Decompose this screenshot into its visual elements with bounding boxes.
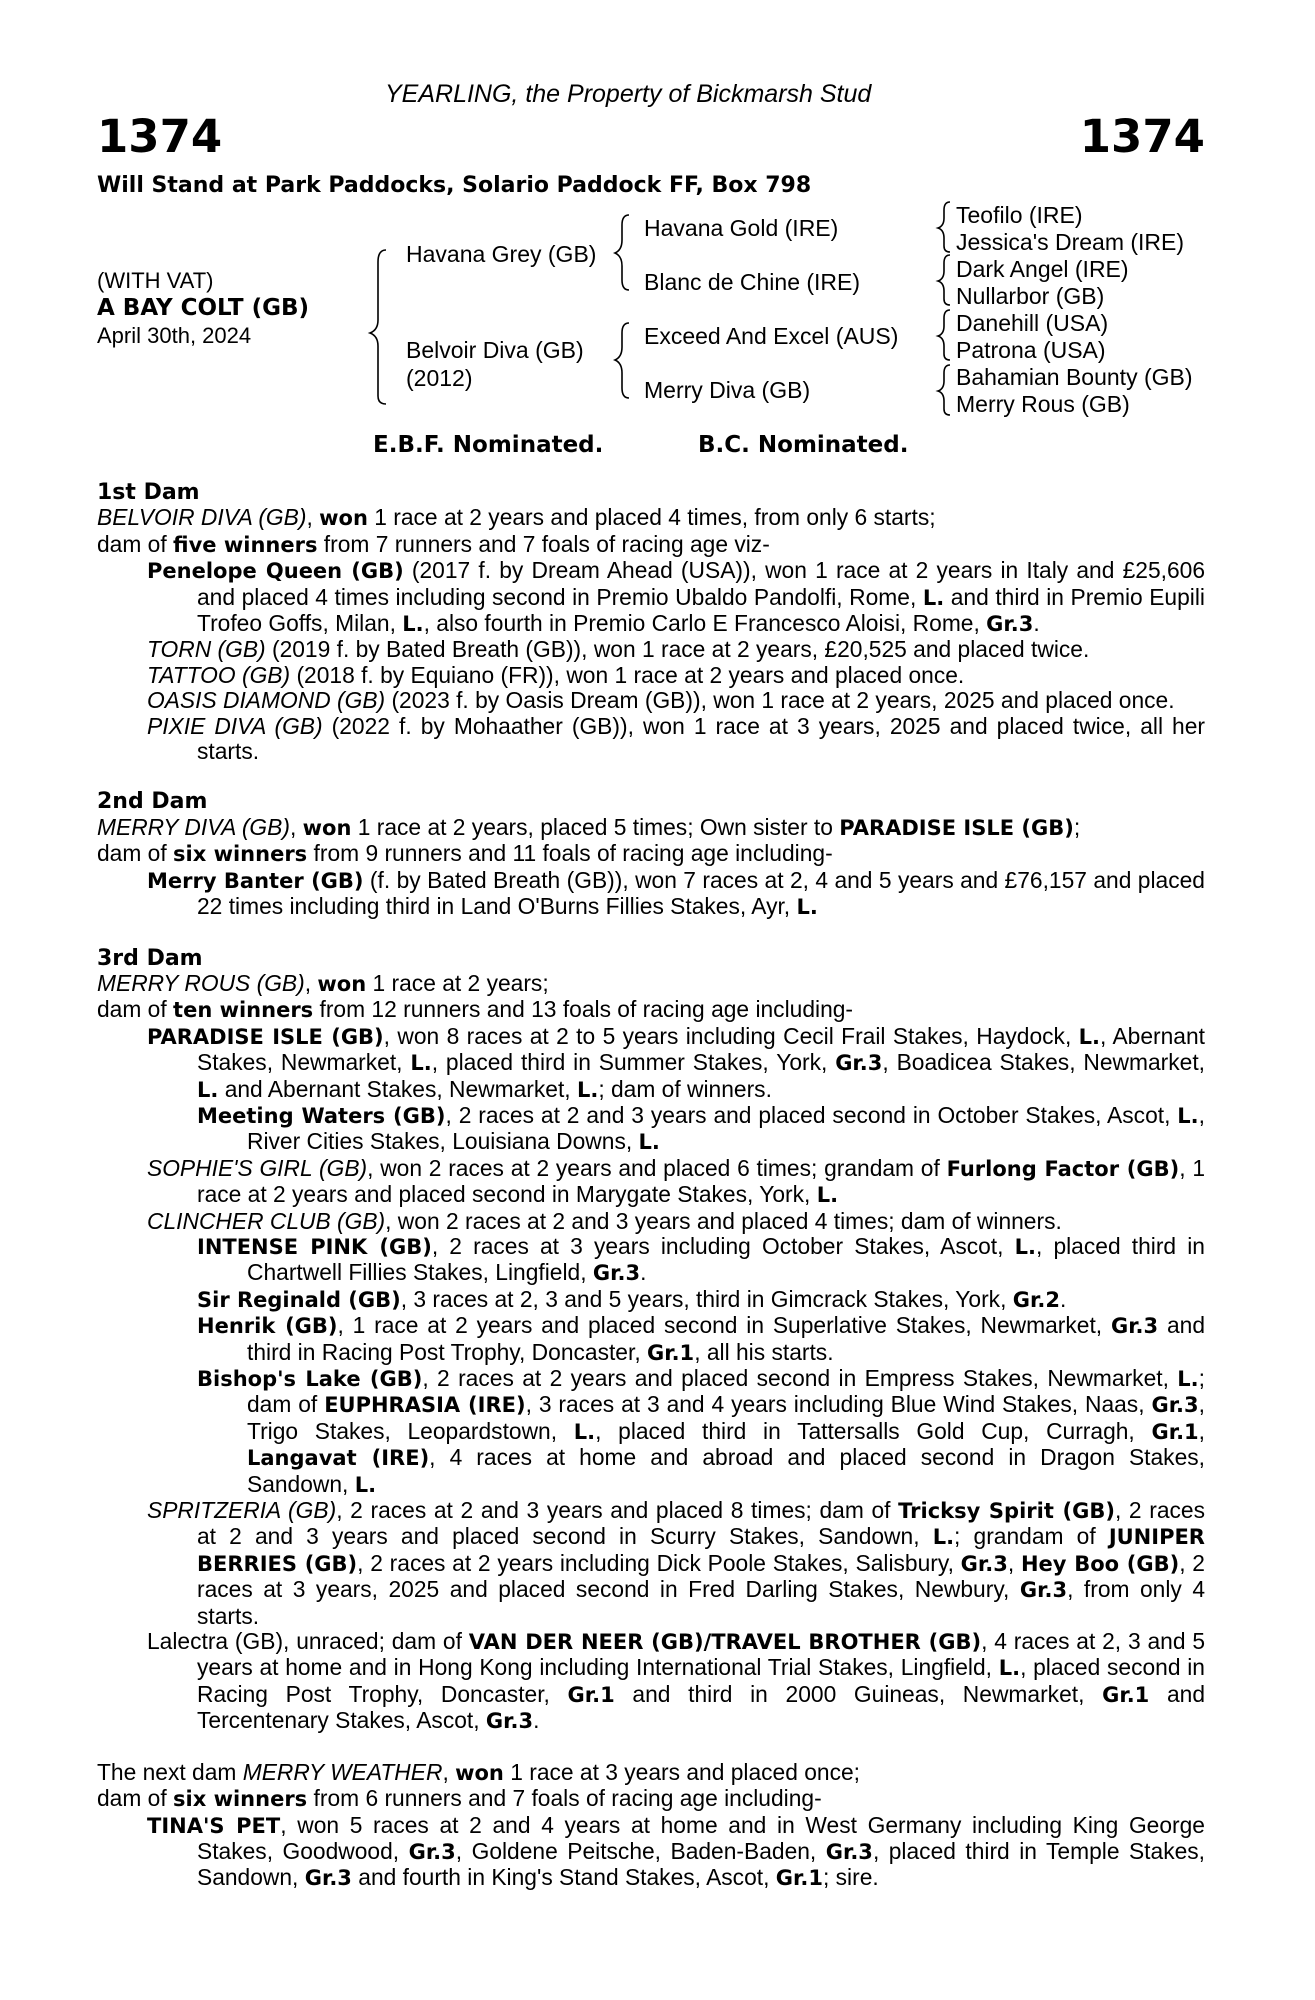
- text-span: , Goldene Peitsche, Baden-Baden,: [455, 1837, 826, 1864]
- produce-entry: [147, 714, 1205, 765]
- bold-text: Tricksy Spirit (GB): [898, 1499, 1115, 1524]
- produce-entry: [197, 1287, 1205, 1313]
- text-span: (2017 f. by Dream Ahead (USA)), won 1 race at 2 years in Italy and £25,606 and placed 4 times including second in Premio Ubaldo Pandolfi, Rome,: [197, 557, 1206, 610]
- bold-text: Gr.1: [1102, 1682, 1150, 1707]
- produce-entry: [147, 1156, 1205, 1209]
- dam-summary-line: [97, 532, 1205, 558]
- pedigree-sire-sire: Havana Gold (IRE): [644, 215, 839, 241]
- produce-entry: [147, 637, 1205, 662]
- bold-text: PARADISE ISLE (GB): [839, 815, 1074, 840]
- bold-text: six winners: [173, 842, 308, 867]
- text-span: , Abernant Stakes, Newmarket,: [197, 1022, 1205, 1076]
- italic-name: CLINCHER CLUB (GB): [147, 1207, 386, 1234]
- bold-text: L.: [816, 1183, 839, 1208]
- bold-text: L.: [410, 1051, 432, 1076]
- bold-text: Gr.3: [485, 1709, 534, 1734]
- bold-text: Gr.3: [835, 1051, 883, 1076]
- bold-text: Gr.3: [592, 1261, 641, 1286]
- text-span: ,: [1198, 1417, 1206, 1444]
- text-span: from 7 runners and 7 foals of racing age viz-: [317, 530, 770, 557]
- bold-text: won: [455, 1760, 504, 1785]
- text-span: ;: [1073, 813, 1081, 840]
- text-span: , 2 races at 2 years including Dick Poole Stakes, Salisbury,: [357, 1549, 961, 1576]
- text-span: .: [533, 1707, 540, 1734]
- italic-name: SOPHIE'S GIRL (GB): [147, 1154, 368, 1181]
- bold-text: INTENSE PINK (GB): [197, 1234, 432, 1259]
- bold-text: VAN DER NEER (GB)/TRAVEL BROTHER (GB): [468, 1630, 982, 1655]
- text-span: , won 8 races at 2 to 5 years including Cecil Frail Stakes, Haydock,: [383, 1022, 1079, 1049]
- text-span: The next dam: [97, 1758, 243, 1785]
- bold-text: L.: [354, 1472, 377, 1497]
- text-span: (f. by Bated Breath (GB)), won 7 races at 2, 4 and 5 years and £76,157 and placed 22 times including third in Land O'Burns Fillies Stakes, Ayr,: [197, 866, 1205, 920]
- bold-text: Gr.3: [1151, 1393, 1199, 1418]
- bold-text: L.: [1177, 1103, 1199, 1128]
- foaling-date: April 30th, 2024: [97, 323, 252, 348]
- bold-text: L.: [932, 1525, 955, 1550]
- produce-entry: [147, 1209, 1205, 1234]
- bold-text: six winners: [173, 1787, 308, 1812]
- bold-text: L.: [998, 1656, 1021, 1681]
- bold-text: L.: [402, 612, 424, 637]
- bold-text: TINA'S PET: [147, 1813, 281, 1838]
- pedigree-gg-8: Merry Rous (GB): [956, 391, 1130, 417]
- text-span: from 9 runners and 11 foals of racing age including-: [307, 840, 833, 867]
- bold-text: Langavat (IRE): [247, 1446, 430, 1471]
- pedigree-sire-dam: Blanc de Chine (IRE): [644, 269, 861, 295]
- text-span: , 3 races at 3 and 4 years including Blue Wind Stakes, Naas,: [525, 1391, 1152, 1418]
- pedigree-gg-1: Teofilo (IRE): [956, 202, 1083, 228]
- pedigree-dam-dam: Merry Diva (GB): [644, 377, 811, 403]
- text-span: and fourth in King's Stand Stakes, Ascot,: [351, 1864, 776, 1891]
- produce-entry: [197, 1313, 1205, 1366]
- bold-text: won: [317, 971, 367, 996]
- text-span: , 3 races at 2, 3 and 5 years, third in Gimcrack Stakes, York,: [400, 1285, 1013, 1312]
- bold-text: five winners: [173, 532, 318, 557]
- dam-summary-line: [97, 1786, 1205, 1812]
- dam-records: [97, 480, 1205, 1892]
- text-span: and third in Premio Eupili Trofeo Goffs, Milan,: [197, 583, 1205, 637]
- dam-summary-line: [97, 997, 1205, 1023]
- italic-name: MERRY ROUS (GB): [97, 969, 305, 996]
- text-span: ; grandam of: [954, 1523, 1109, 1550]
- bold-text: Gr.3: [408, 1839, 456, 1864]
- text-span: from 12 runners and 13 foals of racing age including-: [313, 996, 854, 1023]
- pedigree-gg-3: Dark Angel (IRE): [956, 256, 1129, 282]
- text-span: , River Cities Stakes, Louisiana Downs,: [247, 1101, 1205, 1155]
- dam-heading: 1st Dam: [97, 480, 200, 505]
- text-span: , 1 race at 2 years and placed second in Superlative Stakes, Newmarket,: [337, 1312, 1111, 1339]
- text-span: ,: [442, 1758, 456, 1785]
- pedigree-brackets: [0, 0, 1, 1]
- produce-entry: [197, 1103, 1205, 1156]
- bold-text: Gr.3: [825, 1839, 873, 1864]
- bold-text: Sir Reginald (GB): [197, 1287, 401, 1312]
- bold-text: Gr.3: [304, 1866, 352, 1891]
- bc-nomination: B.C. Nominated.: [698, 432, 909, 458]
- text-span: , 4 races at 2, 3 and 5 years at home and in Hong Kong including International Trial Stakes, Lingfield,: [197, 1628, 1205, 1681]
- italic-name: MERRY WEATHER: [242, 1758, 443, 1785]
- text-span: , placed third in Temple Stakes, Sandown,: [197, 1837, 1205, 1891]
- bold-text: Henrik (GB): [197, 1314, 338, 1339]
- pedigree-gg-2: Jessica's Dream (IRE): [956, 229, 1185, 255]
- bold-text: Furlong Factor (GB): [946, 1156, 1180, 1181]
- text-span: , 2 races at 2 and 3 years and placed second in October Stakes, Ascot,: [445, 1101, 1178, 1128]
- produce-entry: [147, 1498, 1205, 1629]
- text-span: , placed third in Chartwell Fillies Stakes, Lingfield,: [247, 1232, 1205, 1286]
- bold-text: Penelope Queen (GB): [147, 559, 404, 584]
- text-span: .: [1033, 610, 1040, 637]
- lot-number-right: 1374: [1079, 110, 1205, 163]
- bold-text: L.: [573, 1419, 596, 1444]
- bold-text: EUPHRASIA (IRE): [324, 1393, 526, 1418]
- dam-heading: 3rd Dam: [97, 945, 203, 971]
- catalogue-subtitle: YEARLING, the Property of Bickmarsh Stud: [385, 80, 872, 108]
- bold-text: Gr.2: [1012, 1287, 1060, 1312]
- text-span: from 6 runners and 7 foals of racing age including-: [307, 1785, 822, 1812]
- produce-entry: [147, 1024, 1205, 1103]
- italic-name: BELVOIR DIVA (GB): [97, 504, 307, 531]
- italic-name: MERRY DIVA (GB): [97, 813, 290, 840]
- pedigree-sire: Havana Grey (GB): [406, 241, 597, 267]
- vat-note: (WITH VAT): [97, 268, 214, 293]
- section-gap: [97, 1735, 1205, 1760]
- bold-text: ten winners: [173, 998, 314, 1023]
- text-span: , all his starts.: [694, 1338, 834, 1365]
- text-span: (2023 f. by Oasis Dream (GB)), won 1 race at 2 years, 2025 and placed once.: [385, 687, 1175, 714]
- text-span: 1 race at 2 years, placed 5 times; Own sister to: [351, 813, 840, 840]
- bold-text: L.: [197, 1077, 219, 1102]
- text-span: , from only 4 starts.: [197, 1576, 1205, 1629]
- dam-summary-line: [97, 815, 1205, 841]
- bold-text: Bishop's Lake (GB): [197, 1367, 423, 1391]
- bold-text: L.: [1014, 1234, 1036, 1259]
- produce-entry: [147, 1813, 1205, 1892]
- bold-text: won: [302, 815, 352, 840]
- text-span: ; sire.: [822, 1864, 879, 1891]
- text-span: , 4 races at home and abroad and placed second in Dragon Stakes, Sandown,: [247, 1444, 1205, 1497]
- lot-number-left: 1374: [97, 110, 223, 163]
- text-span: , 2 races at 3 years, 2025 and placed second in Fred Darling Stakes, Newbury,: [197, 1549, 1205, 1603]
- section-gap: [97, 921, 1205, 946]
- dam-summary-line: [97, 1760, 1205, 1786]
- bold-text: L.: [576, 1077, 599, 1102]
- dam-heading: 2nd Dam: [97, 789, 208, 815]
- text-span: ; dam of: [247, 1365, 1205, 1418]
- bold-text: PARADISE ISLE (GB): [147, 1024, 384, 1049]
- dam-summary-line: [97, 505, 1205, 531]
- bold-text: Gr.3: [986, 612, 1034, 637]
- text-span: and Tercentenary Stakes, Ascot,: [197, 1680, 1205, 1734]
- bold-text: Gr.3: [1110, 1314, 1159, 1339]
- text-span: .: [1059, 1285, 1067, 1312]
- text-span: , 2 races at 2 and 3 years and placed second in Scurry Stakes, Sandown,: [197, 1497, 1205, 1550]
- produce-entry: [147, 868, 1205, 921]
- bold-text: L.: [1078, 1024, 1101, 1049]
- bold-text: L.: [638, 1130, 660, 1155]
- italic-name: TORN (GB): [147, 636, 266, 663]
- text-span: and Abernant Stakes, Newmarket,: [218, 1075, 577, 1102]
- stabling-location: Will Stand at Park Paddocks, Solario Paddock FF, Box 798: [97, 173, 812, 198]
- produce-entry: [147, 558, 1205, 637]
- bold-text: Gr.1: [1151, 1419, 1199, 1444]
- bold-text: Gr.1: [567, 1682, 615, 1707]
- produce-entry: [147, 688, 1205, 713]
- bold-text: won: [319, 506, 368, 531]
- text-span: 1 race at 2 years and placed 4 times, from only 6 starts;: [367, 504, 936, 531]
- italic-name: OASIS DIAMOND (GB): [147, 687, 386, 714]
- text-span: and third in 2000 Guineas, Newmarket,: [614, 1680, 1103, 1707]
- text-span: , won 5 races at 2 and 4 years at home and in West Germany including King George Stakes, Goodwood,: [197, 1811, 1205, 1864]
- pedigree-dam: Belvoir Diva (GB): [406, 337, 584, 363]
- pedigree-dam-sire: Exceed And Excel (AUS): [644, 323, 899, 349]
- dam-summary-line: [97, 971, 1205, 997]
- text-span: , 1 race at 2 years and placed second in Marygate Stakes, York,: [197, 1154, 1205, 1208]
- text-span: , also fourth in Premio Carlo E Francesco Aloisi, Rome,: [423, 610, 987, 637]
- text-span: , won 2 races at 2 years and placed 6 times; grandam of: [367, 1154, 947, 1181]
- ebf-nomination: E.B.F. Nominated.: [373, 432, 604, 458]
- text-span: , 2 races at 3 years including October Stakes, Ascot,: [431, 1232, 1015, 1259]
- pedigree-dam-year: (2012): [406, 365, 473, 391]
- text-span: ; dam of winners.: [598, 1075, 772, 1102]
- text-span: ,: [1007, 1549, 1021, 1576]
- text-span: , placed third in Summer Stakes, York,: [431, 1049, 836, 1076]
- text-span: 1 race at 3 years and placed once;: [503, 1758, 861, 1785]
- text-span: Lalectra (GB), unraced; dam of: [147, 1628, 469, 1655]
- text-span: , Boadicea Stakes, Newmarket,: [882, 1049, 1205, 1076]
- produce-entry: [147, 1629, 1205, 1735]
- bold-text: L.: [922, 585, 945, 610]
- text-span: , placed third in Tattersalls Gold Cup, Curragh,: [595, 1417, 1152, 1444]
- produce-entry: [197, 1366, 1205, 1498]
- pedigree-gg-6: Patrona (USA): [956, 337, 1106, 363]
- text-span: , 2 races at 2 years and placed second in Empress Stakes, Newmarket,: [422, 1365, 1178, 1391]
- bold-text: Gr.3: [960, 1551, 1008, 1576]
- bold-text: L.: [1177, 1367, 1199, 1391]
- text-span: (2018 f. by Equiano (FR)), won 1 race at 2 years and placed once.: [290, 661, 965, 688]
- bold-text: JUNIPER BERRIES (GB): [197, 1525, 1205, 1576]
- text-span: , placed second in Racing Post Trophy, Doncaster,: [197, 1654, 1205, 1707]
- section-gap: [97, 764, 1205, 789]
- bold-text: Gr.1: [775, 1866, 823, 1891]
- text-span: dam of: [97, 530, 174, 557]
- bold-text: Gr.1: [646, 1340, 695, 1365]
- horse-name: A BAY COLT (GB): [97, 295, 310, 321]
- text-span: , won 2 races at 2 and 3 years and placed 4 times; dam of winners.: [385, 1207, 1062, 1234]
- bold-text: Meeting Waters (GB): [197, 1103, 446, 1128]
- pedigree-gg-4: Nullarbor (GB): [956, 283, 1105, 309]
- produce-entry: [147, 663, 1205, 688]
- italic-name: TATTOO (GB): [147, 661, 291, 688]
- text-span: dam of: [97, 840, 174, 867]
- text-span: dam of: [97, 1785, 174, 1812]
- text-span: , 2 races at 2 and 3 years and placed 8 times; dam of: [336, 1497, 899, 1524]
- bold-text: L.: [796, 895, 818, 920]
- pedigree-gg-7: Bahamian Bounty (GB): [956, 364, 1193, 390]
- text-span: dam of: [97, 996, 174, 1023]
- text-span: and third in Racing Post Trophy, Doncaster,: [247, 1312, 1205, 1365]
- text-span: .: [640, 1259, 647, 1286]
- italic-name: PIXIE DIVA (GB): [147, 712, 323, 739]
- italic-name: SPRITZERIA (GB): [147, 1497, 337, 1524]
- dam-summary-line: [97, 841, 1205, 867]
- text-span: (2019 f. by Bated Breath (GB)), won 1 race at 2 years, £20,525 and placed twice.: [265, 636, 1090, 663]
- bold-text: Merry Banter (GB): [147, 868, 364, 893]
- bold-text: Hey Boo (GB): [1020, 1551, 1180, 1576]
- text-span: ,: [289, 813, 303, 840]
- text-span: (2022 f. by Mohaather (GB)), won 1 race at 3 years, 2025 and placed twice, all her starts.: [197, 712, 1206, 765]
- text-span: ,: [304, 969, 318, 996]
- pedigree-gg-5: Danehill (USA): [956, 310, 1109, 336]
- text-span: 1 race at 2 years;: [366, 969, 549, 996]
- text-span: , Trigo Stakes, Leopardstown,: [247, 1391, 1205, 1444]
- produce-entry: [197, 1234, 1205, 1287]
- text-span: ,: [306, 504, 320, 531]
- bold-text: Gr.3: [1019, 1578, 1068, 1603]
